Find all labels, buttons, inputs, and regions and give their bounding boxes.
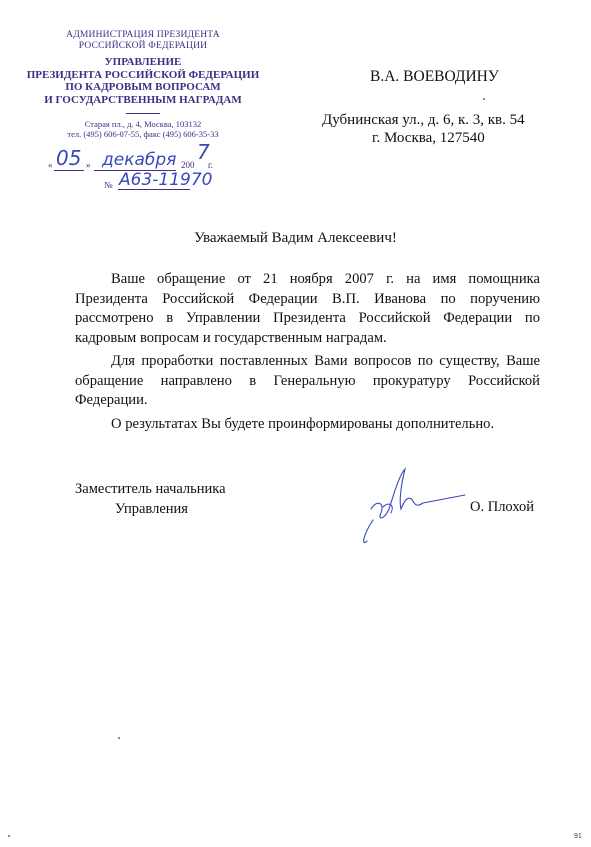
body-paragraph-3: О результатах Вы будете проинформированы дополнительно. bbox=[111, 415, 495, 432]
dept-line-1: УПРАВЛЕНИЕ bbox=[104, 56, 182, 68]
number-label: № bbox=[104, 180, 113, 190]
date-line bbox=[48, 140, 248, 172]
addressee-street: Дубнинская ул., д. 6, к. 3, кв. 54 bbox=[322, 112, 525, 128]
signatory-title-line-2: Управления bbox=[115, 500, 188, 517]
letterhead bbox=[18, 30, 268, 139]
date-close-quote: » bbox=[86, 160, 91, 170]
org-line-2: РОССИЙСКОЙ ФЕДЕРАЦИИ bbox=[78, 41, 208, 51]
registration-number-handwritten: А63-11970 bbox=[119, 170, 213, 190]
date-day-handwritten: 05 bbox=[56, 146, 82, 170]
body-paragraph-2: Для проработки поставленных Вами вопросов по существу, Ваше обращение направлено в Генеральную прокуратуру Российской Федерации. bbox=[75, 353, 540, 408]
letterhead-address: Старая пл., д. 4, Москва, 103132 bbox=[84, 119, 202, 129]
signatory-title-line-1: Заместитель начальника bbox=[75, 481, 226, 497]
scan-speck bbox=[8, 835, 10, 837]
date-open-quote: « bbox=[48, 160, 53, 170]
dept-line-2: ПРЕЗИДЕНТА РОССИЙСКОЙ ФЕДЕРАЦИИ bbox=[26, 68, 260, 81]
date-year-prefix: 200 bbox=[181, 160, 195, 170]
date-year-handwritten: 7 bbox=[197, 140, 210, 164]
body-paragraph-1: Ваше обращение от 21 ноября 2007 г. на имя помощника Президента Российской Федерации В.П. Иванова по поручению рассмотрено в Управлении Президента Российской Федерации по кадровым вопросам и государственным наградам. bbox=[75, 271, 540, 346]
letter-body bbox=[75, 270, 540, 438]
addressee-name: В.А. ВОЕВОДИНУ bbox=[370, 68, 499, 85]
dept-line-4: И ГОСУДАРСТВЕННЫМ НАГРАДАМ bbox=[44, 93, 242, 106]
registration-number-line bbox=[104, 170, 214, 194]
signatory-title bbox=[75, 480, 226, 519]
org-line-1: АДМИНИСТРАЦИЯ ПРЕЗИДЕНТА bbox=[66, 30, 220, 40]
page-number: 91 bbox=[574, 833, 582, 840]
scan-speck bbox=[483, 98, 485, 100]
addressee-city: г. Москва, 127540 bbox=[372, 130, 485, 146]
handwritten-signature-icon bbox=[355, 465, 470, 550]
scan-speck bbox=[118, 737, 120, 739]
signatory-name: О. Плохой bbox=[470, 499, 535, 515]
date-year-suffix: г. bbox=[208, 160, 213, 170]
salutation: Уважаемый Вадим Алексеевич! bbox=[194, 230, 397, 246]
dept-line-3: ПО КАДРОВЫМ ВОПРОСАМ bbox=[65, 81, 221, 93]
letterhead-divider bbox=[126, 113, 160, 114]
day-underline bbox=[54, 170, 84, 171]
date-month-handwritten: декабря bbox=[102, 150, 177, 170]
letterhead-phones: тел. (495) 606-07-55, факс (495) 606-35-33 bbox=[67, 129, 219, 139]
